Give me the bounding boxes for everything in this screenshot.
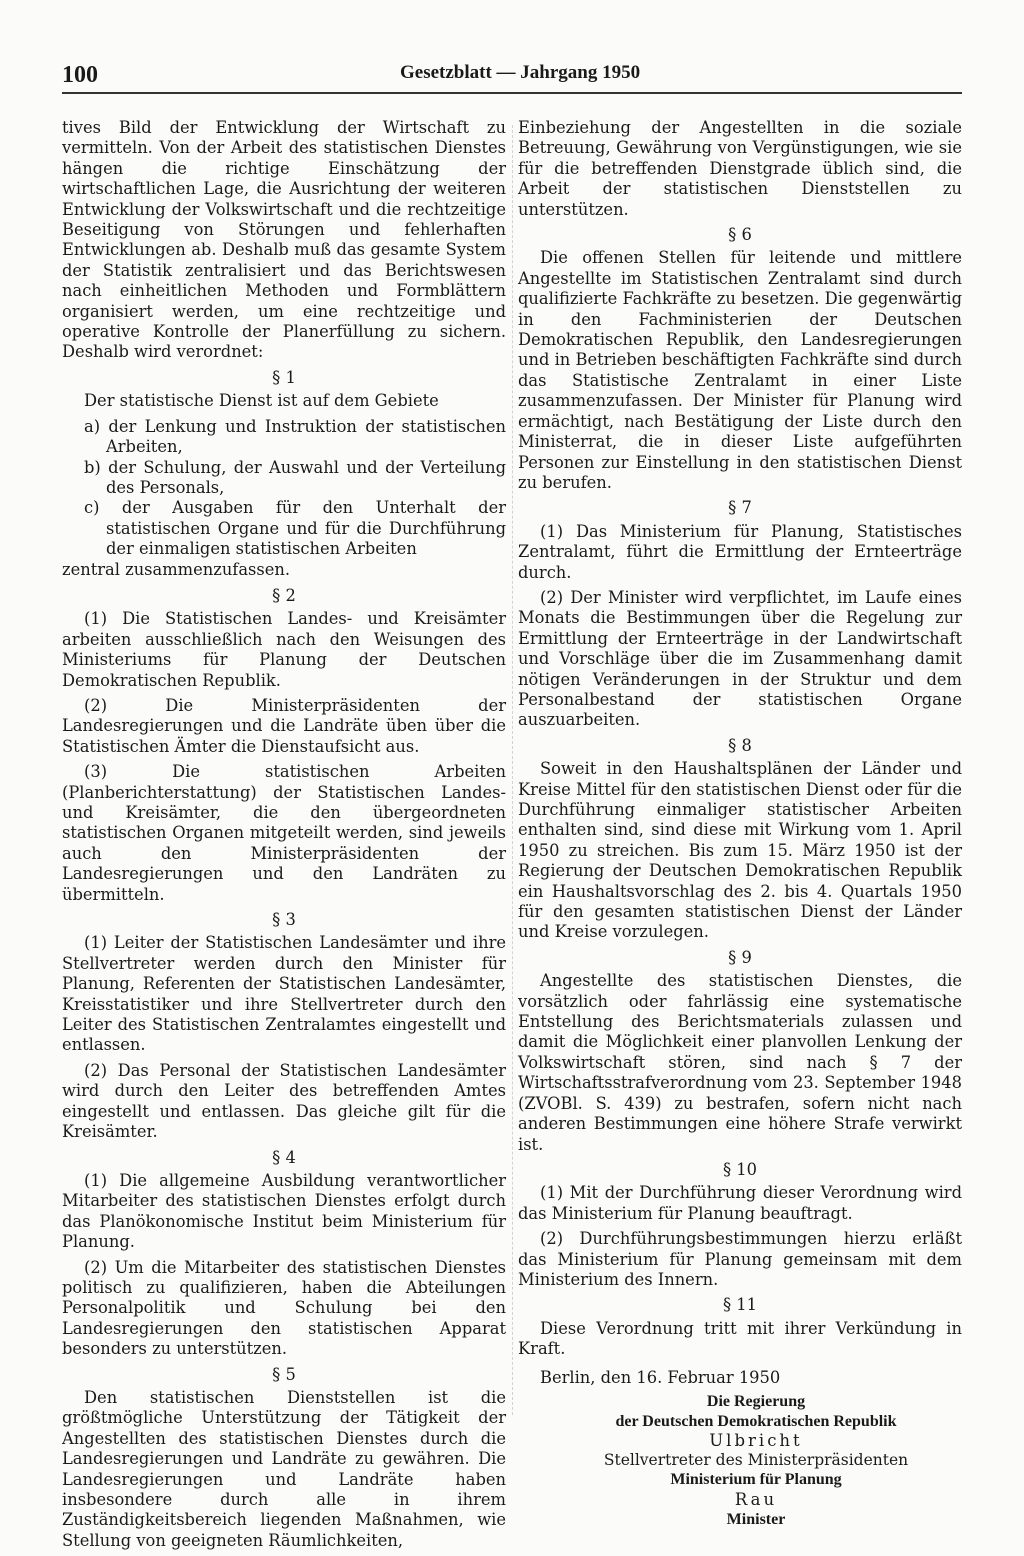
- signatory-name-1: Ulbricht: [709, 1431, 803, 1451]
- section-1-list: [62, 417, 506, 560]
- section-2-paragraph-2: (2) Die Ministerpräsidenten der Landesregierungen und die Landräte üben über die Statistischen Ämter die Dienstaufsicht aus.: [62, 695, 506, 756]
- section-9-paragraph-1: Angestellte des statistischen Dienstes, die vorsätzlich oder fahrlässig eine systematische Entstellung des Berichtsmaterials zulassen und damit die Möglichkeit einer planvollen Lenkung der Volkswirtschaft stören, sind nach § 7 der Wirtschaftsstrafverordnung vom 23. September 1948 (ZVOBl. S. 439) zu bestrafen, sofern nicht nach anderen Bestimmungen eine höhere Strafe verwirkt ist.: [518, 971, 962, 1154]
- signatory-role-2: Minister: [726, 1510, 786, 1528]
- section-9-heading: § 9: [728, 947, 752, 967]
- column-divider: [512, 125, 514, 1415]
- signatory-role-1: Stellvertreter des Ministerpräsidenten: [603, 1450, 909, 1469]
- signature-government-name: der Deutschen Demokratischen Republik: [615, 1412, 897, 1430]
- list-item: a) der Lenkung und Instruktion der statistischen Arbeiten,: [84, 416, 506, 457]
- list-item: b) der Schulung, der Auswahl und der Verteilung des Personals,: [84, 457, 506, 497]
- left-column: [62, 118, 506, 1556]
- section-4-paragraph-2: (2) Um die Mitarbeiter des statistischen Dienstes politisch zu qualifizieren, haben die Abteilungen Personalpolitik und Schulung bei den Landesregierungen den statistischen Apparat besonders zu unterstützen.: [62, 1257, 506, 1359]
- header-rule: [62, 92, 962, 94]
- section-3-heading: § 3: [272, 910, 296, 930]
- section-7-paragraph-1: (1) Das Ministerium für Planung, Statistisches Zentralamt, führt die Ermittlung der Ernteerträge durch.: [518, 521, 962, 582]
- section-6-paragraph-1: Die offenen Stellen für leitende und mittlere Angestellte im Statistischen Zentralamt sind durch qualifizierte Fachkräfte zu besetzen. Die gegenwärtig in den Fachministerien der Deutschen Demokratischen Republik, den Landesregierungen und in Betrieben beschäftigten Fachkräfte sind durch das Statistische Zentralamt in einer Liste zusammenzufassen. Der Minister für Planung wird ermächtigt, nach Bestätigung der Liste durch den Ministerrat, die in dieser Liste aufgeführten Personen zur Einstellung in den statistischen Dienst zu berufen.: [518, 248, 962, 492]
- section-5-heading: § 5: [272, 1364, 296, 1384]
- section-11-paragraph-1: Diese Verordnung tritt mit ihrer Verkündung in Kraft.: [518, 1318, 962, 1359]
- running-header: Gesetzblatt — Jahrgang 1950: [400, 62, 641, 83]
- signature-block: [518, 1392, 962, 1529]
- signature-ministry: Ministerium für Planung: [670, 1471, 842, 1489]
- list-item: c) der Ausgaben für den Unterhalt der statistischen Organe und für die Durchführung der einmaligen statistischen Arbeiten: [84, 498, 506, 559]
- section-3-paragraph-2: (2) Das Personal der Statistischen Landesämter wird durch den Leiter des betreffenden Amtes eingestellt und entlassen. Das gleiche gilt für die Kreisämter.: [62, 1060, 506, 1142]
- section-5-continuation: Einbeziehung der Angestellten in die soziale Betreuung, Gewährung von Vergünstigungen, wie sie für die betreffenden Dienstgrade üblich sind, die Arbeit der statistischen Dienststellen zu unterstützen.: [518, 118, 962, 219]
- section-3-paragraph-1: (1) Leiter der Statistischen Landesämter und ihre Stellvertreter werden durch den Minister für Planung, Referenten der Statistischen Landesämter, Kreisstatistiker und ihre Stellvertreter durch den Leiter des Statistischen Zentralamtes eingestellt und entlassen.: [62, 933, 506, 1055]
- section-11-heading: § 11: [722, 1295, 758, 1315]
- place-date: Berlin, den 16. Februar 1950: [540, 1367, 781, 1387]
- page-number: 100: [62, 62, 98, 88]
- section-10-paragraph-1: (1) Mit der Durchführung dieser Verordnung wird das Ministerium für Planung beauftragt.: [518, 1183, 962, 1223]
- section-2-paragraph-3: (3) Die statistischen Arbeiten (Planberichterstattung) der Statistischen Landes- und Kreisämter, die den übergeordneten statistischen Organen mitgeteilt werden, sind jeweils auch den Ministerpräsidenten der Landesregierungen und den Landräten zu übermitteln.: [62, 762, 506, 904]
- signature-government: Die Regierung: [706, 1392, 806, 1410]
- section-8-heading: § 8: [728, 735, 752, 755]
- section-2-heading: § 2: [272, 585, 296, 605]
- section-10-paragraph-2: (2) Durchführungsbestimmungen hierzu erläßt das Ministerium für Planung gemeinsam mit dem Ministerium des Innern.: [518, 1229, 962, 1289]
- right-column: [518, 118, 962, 1529]
- section-5-paragraph-1: Den statistischen Dienststellen ist die größtmögliche Unterstützung der Tätigkeit der Angestellten des statistischen Dienstes durch die Landesregierungen und Landräte zu gewähren. Die Landesregierungen und Landräte haben insbesondere durch alle in ihrem Zuständigkeitsbereich liegenden Maßnahmen, wie Stellung von geeigneten Räumlichkeiten,: [62, 1387, 506, 1550]
- section-8-paragraph-1: Soweit in den Haushaltsplänen der Länder und Kreise Mittel für den statistischen Dienst oder für die Durchführung einmaliger statistischer Arbeiten enthalten sind, sind diese mit Wirkung vom 1. April 1950 zu streichen. Bis zum 15. März 1950 ist der Regierung der Deutschen Demokratischen Republik ein Haushaltsvorschlag des 2. bis 4. Quartals 1950 für den gesamten statistischen Dienst der Länder und Kreise vorzulegen.: [518, 759, 962, 942]
- section-2-paragraph-1: (1) Die Statistischen Landes- und Kreisämter arbeiten ausschließlich nach den Weisungen des Ministeriums für Planung der Deutschen Demokratischen Republik.: [62, 609, 506, 690]
- section-4-heading: § 4: [272, 1147, 296, 1167]
- section-1-heading: § 1: [272, 367, 296, 387]
- intro-paragraph: tives Bild der Entwicklung der Wirtschaft zu vermitteln. Von der Arbeit des statistischen Dienstes hängen die richtige Einschätzung der wirtschaftlichen Lage, die Ausrichtung der weiteren Entwicklung der Volkswirtschaft und die rechtzeitige Beseitigung von Störungen und fehlerhaften Entwicklungen ab. Deshalb muß das gesamte System der Statistik zentralisiert und das Berichtswesen nach einheitlichen Methoden und Formblättern organisiert werden, um eine rechtzeitige und operative Kontrolle der Planerfüllung zu sichern. Deshalb wird verordnet:: [62, 118, 506, 362]
- section-7-paragraph-2: (2) Der Minister wird verpflichtet, im Laufe eines Monats die Bestimmungen über die Regelung zur Ermittlung der Ernteerträge in der Landwirtschaft und Vorschläge über die im Zusammenhang damit nötigen Veränderungen in der Struktur und dem Personalbestand der statistischen Organe auszuarbeiten.: [518, 587, 962, 730]
- section-1-tail: zentral zusammenzufassen.: [62, 559, 291, 579]
- section-1-lead: Der statistische Dienst ist auf dem Gebiete: [84, 391, 439, 411]
- section-6-heading: § 6: [728, 225, 752, 245]
- signatory-name-2: Rau: [734, 1489, 778, 1509]
- section-4-paragraph-1: (1) Die allgemeine Ausbildung verantwortlicher Mitarbeiter des statistischen Dienstes erfolgt durch das Planökonomische Institut beim Ministerium für Planung.: [62, 1170, 506, 1252]
- section-7-heading: § 7: [728, 498, 752, 518]
- section-10-heading: § 10: [722, 1159, 758, 1179]
